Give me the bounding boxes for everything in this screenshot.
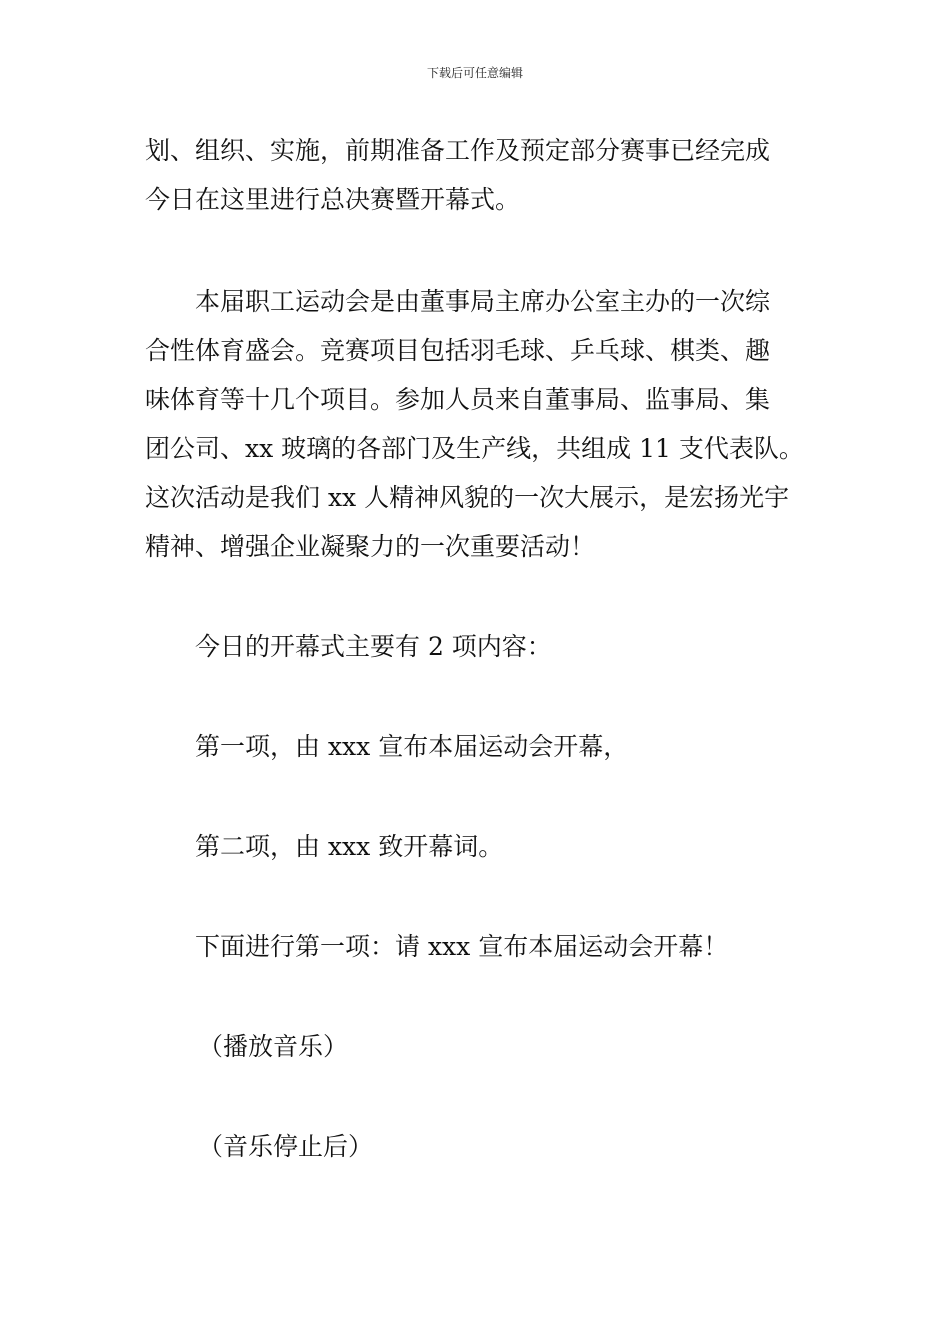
- paragraph-proceed: 下面进行第一项：请 xxx 宣布本届运动会开幕！: [195, 932, 729, 961]
- text-line: 今日在这里进行总决赛暨开幕式。: [145, 185, 521, 214]
- paragraph-stage-direction-music: （播放音乐）: [198, 1032, 349, 1061]
- paragraph-agenda-intro: 今日的开幕式主要有 2 项内容：: [195, 632, 552, 661]
- text-line: 精神、增强企业凝聚力的一次重要活动！: [145, 532, 596, 561]
- text-line: 团公司、xx 玻璃的各部门及生产线，共组成 11 支代表队。: [145, 434, 804, 463]
- text-line: 本届职工运动会是由董事局主席办公室主办的一次综: [195, 287, 771, 316]
- document-body: [145, 126, 810, 1171]
- text-line: 这次活动是我们 xx 人精神风貌的一次大展示，是宏扬光宇: [145, 483, 790, 512]
- paragraph-preparation: [145, 126, 810, 224]
- text-line: 划、组织、实施，前期准备工作及预定部分赛事已经完成: [145, 136, 771, 165]
- text-line: 味体育等十几个项目。参加人员来自董事局、监事局、集: [145, 385, 771, 414]
- paragraph-event-description: [145, 277, 810, 571]
- paragraph-agenda-item-2: 第二项，由 xxx 致开幕词。: [195, 832, 504, 861]
- paragraph-stage-direction-music-stop: （音乐停止后）: [198, 1132, 374, 1161]
- paragraph-agenda-item-1: 第一项，由 xxx 宣布本届运动会开幕，: [195, 732, 629, 761]
- text-line: 合性体育盛会。竞赛项目包括羽毛球、乒乓球、棋类、趣: [145, 336, 771, 365]
- page-header: 下载后可任意编辑: [426, 66, 523, 80]
